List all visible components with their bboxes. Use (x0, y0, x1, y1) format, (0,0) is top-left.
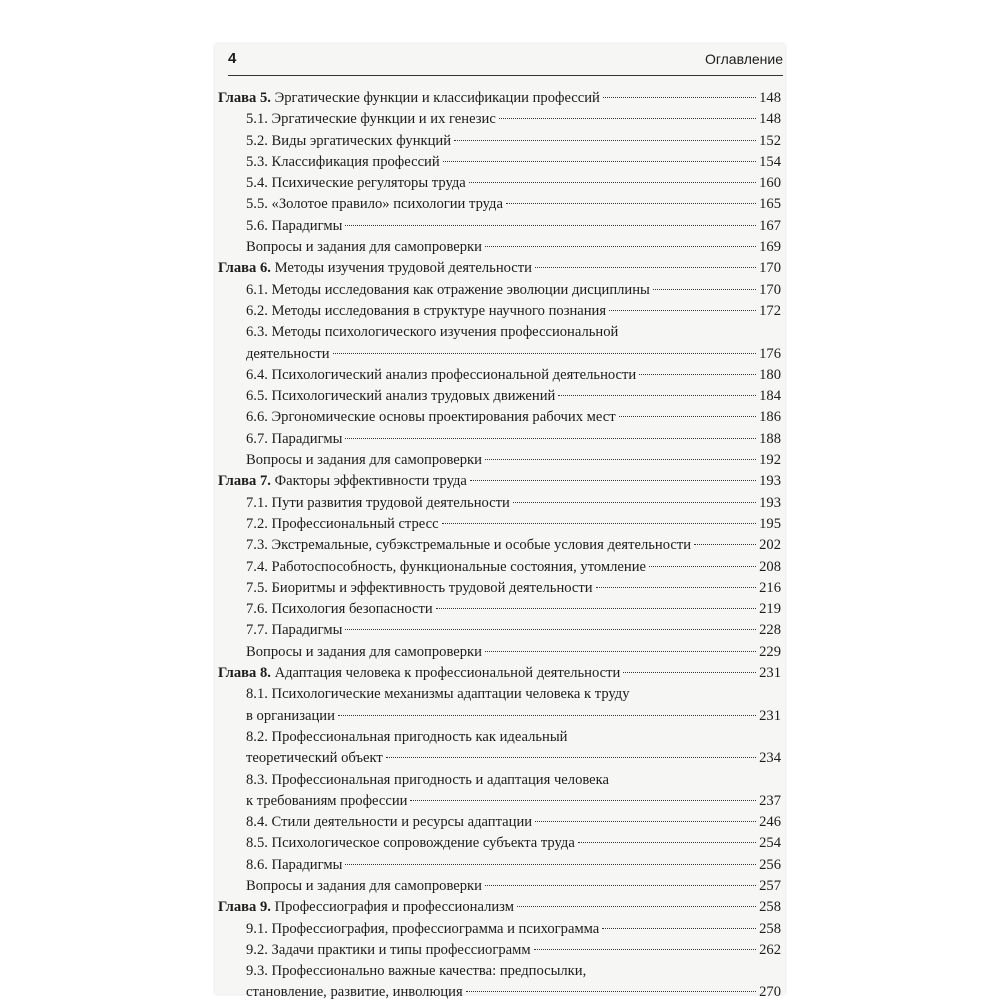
page-ref: 258 (759, 920, 781, 937)
page-ref: 167 (759, 217, 781, 234)
chapter-title: Методы изучения трудовой деятельности (274, 260, 532, 277)
leader-dots (466, 991, 756, 992)
page-ref: 246 (759, 814, 781, 831)
entry-title: в организации (246, 707, 335, 724)
leader-dots (558, 395, 756, 396)
chapter-label: Глава 8. (218, 665, 271, 682)
toc-entry[interactable] (218, 578, 781, 599)
section-title: Оглавление (704, 51, 783, 67)
chapter-title: Адаптация человека к профессиональной деятельности (274, 665, 621, 682)
toc-entry[interactable] (218, 620, 781, 641)
entry-title: 5.1. Эргатические функции и их генезис (246, 111, 496, 128)
entry-title: 7.7. Парадигмы (246, 622, 343, 639)
toc-entry[interactable] (218, 301, 781, 322)
entry-title: Вопросы и задания для самопроверки (246, 643, 482, 660)
toc-entry[interactable] (218, 557, 781, 578)
page-ref: 193 (759, 473, 781, 490)
leader-dots (619, 416, 757, 417)
entry-title: 6.2. Методы исследования в структуре научного познания (246, 302, 607, 319)
entry-title: к требованиям профессии (246, 792, 408, 809)
page-ref: 165 (759, 196, 781, 213)
chapter-label: Глава 5. (218, 90, 271, 106)
entry-title: 5.5. «Золотое правило» психологии труда (246, 196, 503, 213)
leader-dots (535, 821, 756, 822)
chapter-label: Глава 6. (218, 260, 271, 277)
toc-entry[interactable] (218, 407, 781, 428)
leader-dots (345, 629, 756, 630)
table-of-contents (218, 88, 781, 1004)
page-ref: 195 (759, 515, 781, 532)
toc-entry[interactable] (218, 109, 781, 130)
toc-entry[interactable] (218, 493, 781, 514)
toc-chapter-heading[interactable] (218, 897, 781, 918)
leader-dots (454, 140, 756, 141)
page-ref: 188 (759, 430, 781, 447)
leader-dots (338, 715, 756, 716)
entry-title: Вопросы и задания для самопроверки (246, 877, 482, 894)
chapter-label: Глава 7. (218, 473, 271, 490)
chapter-label: Глава 9. (218, 899, 271, 916)
entry-title: 6.5. Психологический анализ трудовых движений (246, 388, 556, 405)
entry-title: 6.7. Парадигмы (246, 430, 343, 447)
page-ref: 193 (759, 494, 781, 511)
toc-entry[interactable] (218, 855, 781, 876)
toc-entry[interactable] (218, 706, 781, 727)
leader-dots (694, 544, 756, 545)
entry-title: деятельности (246, 345, 330, 362)
toc-entry[interactable] (218, 599, 781, 620)
page-ref: 169 (759, 239, 781, 256)
chapter-title: Факторы эффективности труда (274, 473, 467, 490)
leader-dots (513, 502, 756, 503)
toc-entry[interactable] (218, 429, 781, 450)
entry-title: 7.6. Психология безопасности (246, 601, 433, 618)
toc-chapter-heading[interactable] (218, 258, 781, 279)
toc-entry[interactable] (218, 812, 781, 833)
leader-dots (410, 800, 756, 801)
page-ref: 219 (759, 601, 781, 618)
leader-dots (499, 118, 756, 119)
leader-dots (469, 182, 756, 183)
toc-entry[interactable] (218, 386, 781, 407)
leader-dots (485, 651, 756, 652)
toc-entry[interactable] (218, 748, 781, 769)
page-ref: 234 (759, 750, 781, 767)
entry-title: 6.4. Психологический анализ профессиональной деятельности (246, 366, 637, 383)
page-ref: 256 (759, 856, 781, 873)
page-ref: 176 (759, 345, 781, 362)
toc-chapter-heading[interactable] (218, 471, 781, 492)
entry-title: 6.1. Методы исследования как отражение эволюции дисциплины (246, 281, 650, 298)
entry-title: 7.2. Профессиональный стресс (246, 515, 439, 532)
page-ref: 216 (759, 579, 781, 596)
leader-dots (639, 374, 756, 375)
entry-title: 5.2. Виды эргатических функций (246, 132, 452, 149)
toc-chapter-9 (218, 897, 781, 1003)
leader-dots (534, 949, 757, 950)
entry-title: 7.1. Пути развития трудовой деятельности (246, 494, 510, 511)
leader-dots (345, 438, 756, 439)
page-ref: 237 (759, 792, 781, 809)
leader-dots (485, 885, 756, 886)
entry-title: 8.4. Стили деятельности и ресурсы адаптации (246, 814, 533, 831)
leader-dots (506, 203, 756, 204)
toc-chapter-heading[interactable] (218, 663, 781, 684)
entry-title: 7.3. Экстремальные, субэкстремальные и особые условия деятельности (246, 537, 692, 554)
entry-title: 8.6. Парадигмы (246, 856, 343, 873)
page-ref: 148 (759, 90, 781, 106)
page-ref: 180 (759, 366, 781, 383)
leader-dots (436, 608, 756, 609)
page-ref: 231 (759, 707, 781, 724)
toc-entry[interactable] (218, 194, 781, 215)
page-ref: 229 (759, 643, 781, 660)
leader-dots (345, 225, 756, 226)
toc-entry[interactable] (218, 152, 781, 173)
leader-dots (442, 523, 757, 524)
toc-questions[interactable] (218, 450, 781, 471)
page-ref: 192 (759, 452, 781, 469)
running-header (228, 50, 783, 72)
leader-dots (443, 161, 756, 162)
page-number: 4 (228, 50, 237, 67)
toc-chapter-8 (218, 663, 781, 897)
page-ref: 258 (759, 899, 781, 916)
leader-dots (517, 906, 756, 907)
entry-title: 5.6. Парадигмы (246, 217, 343, 234)
leader-dots (485, 459, 756, 460)
toc-entry[interactable] (218, 535, 781, 556)
toc-entry-line[interactable]: 6.3. Методы психологического изучения профессиональной (246, 324, 619, 341)
toc-entry[interactable] (218, 344, 781, 365)
toc-chapter-heading[interactable] (218, 88, 781, 109)
page-ref: 154 (759, 153, 781, 170)
leader-dots (603, 97, 756, 98)
leader-dots (535, 267, 756, 268)
page-ref: 262 (759, 941, 781, 958)
header-rule (228, 75, 783, 76)
toc-entry[interactable] (218, 982, 781, 1003)
toc-entry-line[interactable]: 8.2. Профессиональная пригодность как идеальный (246, 728, 568, 745)
page-ref: 170 (759, 260, 781, 277)
toc-entry[interactable] (218, 791, 781, 812)
leader-dots (345, 864, 756, 865)
toc-questions[interactable] (218, 237, 781, 258)
toc-entry[interactable] (218, 280, 781, 301)
entry-title: Вопросы и задания для самопроверки (246, 452, 482, 469)
leader-dots (485, 246, 756, 247)
page-ref: 257 (759, 877, 781, 894)
leader-dots (653, 289, 756, 290)
page-ref: 170 (759, 281, 781, 298)
toc-entry[interactable] (218, 919, 781, 940)
chapter-title: Эргатические функции и классификации профессий (274, 90, 600, 106)
page-ref: 172 (759, 302, 781, 319)
chapter-title: Профессиография и профессионализм (274, 899, 514, 916)
entry-title: 9.1. Профессиография, профессиограмма и психограмма (246, 920, 600, 937)
page-ref: 231 (759, 665, 781, 682)
page-ref: 148 (759, 111, 781, 128)
entry-title: становление, развитие, инволюция (246, 984, 463, 1001)
entry-title: 7.5. Биоритмы и эффективность трудовой деятельности (246, 579, 593, 596)
toc-chapter-7 (218, 471, 781, 663)
leader-dots (623, 672, 756, 673)
entry-title: 5.3. Классификация профессий (246, 153, 440, 170)
toc-entry[interactable] (218, 131, 781, 152)
page-ref: 202 (759, 537, 781, 554)
toc-entry-line[interactable]: 9.3. Профессионально важные качества: предпосылки, (246, 963, 587, 980)
entry-title: 7.4. Работоспособность, функциональные состояния, утомление (246, 558, 646, 575)
toc-entry[interactable] (218, 940, 781, 961)
page-ref: 208 (759, 558, 781, 575)
toc-chapter-5 (218, 88, 781, 258)
entry-title: теоретический объект (246, 750, 383, 767)
page-ref: 152 (759, 132, 781, 149)
toc-entry[interactable] (218, 514, 781, 535)
leader-dots (609, 310, 756, 311)
page-ref: 254 (759, 835, 781, 852)
entry-title: 6.6. Эргономические основы проектирования рабочих мест (246, 409, 616, 426)
leader-dots (386, 757, 756, 758)
page-ref: 228 (759, 622, 781, 639)
toc-entry[interactable] (218, 216, 781, 237)
entry-title: Вопросы и задания для самопроверки (246, 239, 482, 256)
page-ref: 160 (759, 175, 781, 192)
leader-dots (649, 566, 756, 567)
leader-dots (333, 353, 757, 354)
entry-title: 5.4. Психические регуляторы труда (246, 175, 466, 192)
entry-title: 8.5. Психологическое сопровождение субъекта труда (246, 835, 575, 852)
toc-entry-line[interactable]: 8.1. Психологические механизмы адаптации человека к труду (246, 686, 630, 703)
entry-title: 9.2. Задачи практики и типы профессиограмм (246, 941, 531, 958)
page-ref: 186 (759, 409, 781, 426)
page-ref: 270 (759, 984, 781, 1001)
toc-entry[interactable] (218, 365, 781, 386)
toc-entry-line[interactable]: 8.3. Профессиональная пригодность и адаптация человека (246, 771, 609, 788)
leader-dots (470, 480, 756, 481)
toc-entry[interactable] (218, 173, 781, 194)
toc-chapter-6 (218, 258, 781, 471)
leader-dots (596, 587, 757, 588)
toc-entry[interactable] (218, 833, 781, 854)
page-ref: 184 (759, 388, 781, 405)
toc-questions[interactable] (218, 876, 781, 897)
leader-dots (602, 928, 756, 929)
toc-questions[interactable] (218, 642, 781, 663)
leader-dots (578, 842, 756, 843)
